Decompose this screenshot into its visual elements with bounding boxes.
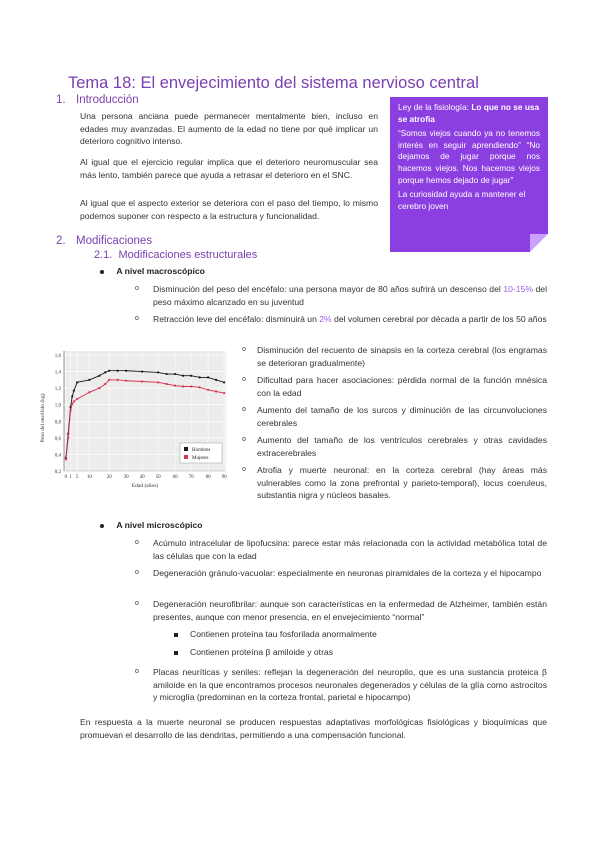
data-point-mujeres <box>141 380 143 382</box>
data-point-mujeres <box>104 383 106 385</box>
data-point-hombres <box>73 390 75 392</box>
data-point-mujeres <box>98 387 100 389</box>
physiology-law-callout <box>390 97 548 252</box>
circle-bullet-icon: o <box>135 285 139 292</box>
data-point-mujeres <box>182 385 184 387</box>
data-point-mujeres <box>65 458 67 460</box>
intro-paragraph-3: Al igual que el aspecto exterior se deteriora con el paso del tiempo, lo mismo podemos suponer con respecto a la estructura y funcionalidad. <box>80 198 378 221</box>
macro-item-1-highlight: 10-15% <box>503 284 533 294</box>
callout-head <box>398 102 540 125</box>
callout-label: Ley de la fisiología: <box>398 102 470 112</box>
bullet-dot-icon <box>100 270 104 274</box>
macro-item-1-pre: Disminución del peso del encéfalo: una persona mayor de 80 años sufrirá un descenso del <box>153 284 504 294</box>
macro-item-4: Dificultad para hacer asociaciones: pérdida normal de la función mnésica con la edad <box>257 375 547 398</box>
data-point-hombres <box>182 375 184 377</box>
chart-legend <box>180 443 222 463</box>
circle-bullet-icon: o <box>135 569 139 576</box>
y-tick-label: 0,2 <box>54 470 61 475</box>
subsection-title: Modificaciones estructurales <box>118 249 258 261</box>
data-point-hombres <box>125 370 127 372</box>
y-tick-label: 0,4 <box>54 453 61 459</box>
micro-item-2: Degeneración gránulo-vacuolar: especialmente en neuronas piramidales de la corteza y el hipocampo <box>153 568 542 578</box>
macro-item-1-post: del peso máximo alcanzado en su juventud <box>153 284 547 307</box>
data-point-mujeres <box>67 437 69 439</box>
chart-ylabel: Peso del encéfalo (kg) <box>40 393 46 443</box>
section-1-title: Introducción <box>76 94 139 106</box>
macro-item-6: Aumento del tamaño de los ventrículos cerebrales y otras cavidades extracerebrales <box>257 435 547 458</box>
data-point-hombres <box>71 395 73 397</box>
callout-closing: La curiosidad ayuda a mantener el cerebro joven <box>398 189 526 211</box>
data-point-mujeres <box>71 403 73 405</box>
data-point-hombres <box>157 371 159 373</box>
callout-bold: Lo que no se usa se atrofia <box>398 102 540 124</box>
data-point-hombres <box>190 375 192 377</box>
intro-paragraph-2: Al igual que el ejercicio regular implica que el deterioro neuromuscular sea más lento, también parece que ayuda a retrasar el deterioro en el SNC. <box>80 157 378 180</box>
macro-item-2-highlight: 2% <box>319 314 332 324</box>
circle-bullet-icon: o <box>242 406 246 413</box>
callout-quote: “Somos viejos cuando ya no tenemos interés en seguir aprendiendo” “No dejamos de jugar porque nos hacemos viejos. Nos hacemos viejos porque hemos dejado de jugar” <box>398 128 540 185</box>
data-point-hombres <box>207 376 209 378</box>
page-fold-corner <box>530 234 548 252</box>
data-point-hombres <box>98 375 100 377</box>
data-point-mujeres <box>117 379 119 381</box>
data-point-hombres <box>141 370 143 372</box>
y-tick-label: 0,6 <box>54 436 61 442</box>
data-point-mujeres <box>108 379 110 381</box>
subsection-2-1-heading <box>94 249 257 261</box>
page-title: Tema 18: El envejecimiento del sistema nervioso central <box>68 74 479 92</box>
chart-xlabel: Edad (años) <box>131 483 159 489</box>
square-bullet-icon <box>174 633 178 637</box>
intro-paragraph-1: Una persona anciana puede permanecer mentalmente bien, incluso en edades muy avanzadas. El aumento de la edad no tiene por qué implicar un deterioro cognitivo intenso. <box>80 111 378 147</box>
data-point-mujeres <box>88 391 90 393</box>
micro-item-4: Placas neuríticas y seniles: reflejan la degeneración del neuropilo, que es una sustancia proteica β amiloide en la que encontramos procesos neuronales degenerados y células de la glía como astrocitos y microglía (predominan en la corteza frontal, parietal e hipocampo) <box>153 667 547 703</box>
section-1-number: 1. <box>56 94 66 106</box>
y-tick-label: 0,8 <box>54 420 61 426</box>
circle-bullet-icon: o <box>135 539 139 546</box>
macro-item-7: Atrofia y muerte neuronal: en la corteza cerebral (hay áreas más vulnerables como la zona prefrontal y parieto-temporal), locus coeruleus, substantia nigra y núcleos basales. <box>257 465 547 501</box>
brain-weight-chart <box>30 348 230 493</box>
circle-bullet-icon: o <box>242 466 246 473</box>
circle-bullet-icon: o <box>242 436 246 443</box>
data-point-mujeres <box>190 385 192 387</box>
y-tick-label: 1,6 <box>54 354 61 359</box>
square-bullet-icon <box>174 651 178 655</box>
data-point-hombres <box>166 373 168 375</box>
x-tick-label: 30 <box>123 475 129 480</box>
macro-label: A nivel macroscópico <box>116 266 205 276</box>
x-tick-label: 5 <box>75 475 79 480</box>
macro-item-2 <box>153 313 547 326</box>
legend-swatch-mujeres <box>184 455 188 459</box>
data-point-mujeres <box>166 383 168 385</box>
x-tick-label: 40 <box>139 475 145 480</box>
y-tick-label: 1,2 <box>54 387 61 393</box>
macro-item-1 <box>153 283 547 308</box>
x-tick-label: 60 <box>172 475 178 480</box>
x-tick-label: 0 <box>64 475 68 480</box>
legend-swatch-hombres <box>184 447 188 451</box>
data-point-mujeres <box>125 380 127 382</box>
circle-bullet-icon: o <box>135 600 139 607</box>
bullet-dot-icon <box>100 524 104 528</box>
circle-bullet-icon: o <box>135 315 139 322</box>
data-point-hombres <box>215 379 217 381</box>
data-point-mujeres <box>223 392 225 394</box>
x-tick-label: 80 <box>205 475 211 480</box>
data-point-hombres <box>104 371 106 373</box>
legend-label-hombres: Hombres <box>192 448 211 453</box>
x-tick-label: 90 <box>221 475 227 480</box>
y-tick-label: 1,4 <box>54 370 61 376</box>
macro-item-2-pre: Retracción leve del encéfalo: disminuirá un <box>153 314 320 324</box>
data-point-hombres <box>174 373 176 375</box>
x-tick-label: 10 <box>86 475 92 480</box>
data-point-hombres <box>76 381 78 383</box>
section-1-heading <box>56 94 139 106</box>
macro-item-2-post: del volumen cerebral por década a partir de los 50 años <box>331 314 547 324</box>
macro-item-5: Aumento del tamaño de los surcos y diminución de las circunvoluciones cerebrales <box>257 405 547 428</box>
macro-bullet <box>100 266 205 276</box>
section-2-title: Modificaciones <box>76 235 153 247</box>
circle-bullet-icon: o <box>242 346 246 353</box>
section-2-heading <box>56 235 152 247</box>
data-point-mujeres <box>207 389 209 391</box>
data-point-hombres <box>108 370 110 372</box>
circle-bullet-icon: o <box>135 668 139 675</box>
macro-item-3: Disminución del recuento de sinapsis en la corteza cerebral (los engramas se deterioran gradualmente) <box>257 345 547 368</box>
micro-item-1: Acúmulo intracelular de lipofucsina: parece estar más relacionada con la actividad metabólica total de las células que con la edad <box>153 538 547 561</box>
data-point-mujeres <box>69 409 71 411</box>
micro-bullet <box>100 520 203 530</box>
data-point-hombres <box>88 379 90 381</box>
subsection-number: 2.1. <box>94 249 113 261</box>
data-point-hombres <box>117 370 119 372</box>
legend-label-mujeres: Mujeres <box>192 456 209 461</box>
micro-subitem-1: Contienen proteína tau fosforilada anormalmente <box>190 629 377 639</box>
y-tick-label: 1,0 <box>54 403 61 409</box>
micro-label: A nivel microscópico <box>116 520 203 530</box>
data-point-mujeres <box>157 381 159 383</box>
x-tick-label: 20 <box>106 475 112 480</box>
x-tick-label: 50 <box>155 475 161 480</box>
data-point-mujeres <box>215 390 217 392</box>
micro-subitem-2: Contienen proteína β amiloide y otras <box>190 647 334 657</box>
closing-paragraph: En respuesta a la muerte neuronal se producen respuestas adaptativas morfológicas fisiológicas y bioquímicas que promuevan el desarrollo de las dendritas, permitiendo a una compensación funcional. <box>80 717 547 740</box>
micro-item-3: Degeneración neurofibrilar: aunque son características en la enfermedad de Alzheimer, también están presentes, aunque con menor presencia, en el envejecimiento “normal” <box>153 599 547 622</box>
data-point-hombres <box>199 376 201 378</box>
data-point-mujeres <box>174 385 176 387</box>
section-2-number: 2. <box>56 235 66 247</box>
x-tick-label: 70 <box>188 475 194 480</box>
x-tick-label: 1 <box>69 475 72 480</box>
data-point-hombres <box>223 381 225 383</box>
data-point-mujeres <box>76 398 78 400</box>
data-point-mujeres <box>199 386 201 388</box>
data-point-mujeres <box>73 400 75 402</box>
circle-bullet-icon: o <box>242 376 246 383</box>
